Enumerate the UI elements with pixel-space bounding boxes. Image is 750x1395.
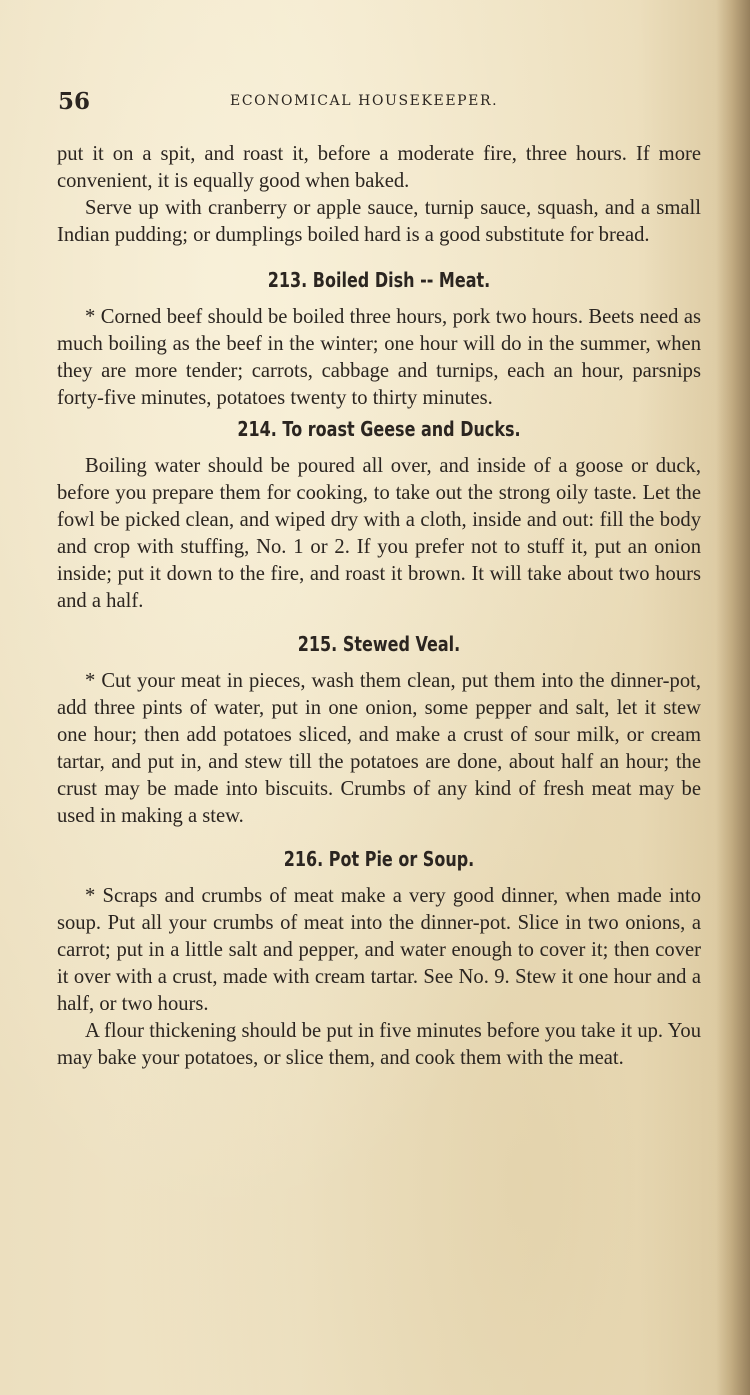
running-head: ECONOMICAL HOUSEKEEPER. bbox=[230, 93, 499, 109]
recipe-paragraph: * Scraps and crumbs of meat make a very good dinner, when made into soup. Put all your crumbs of meat into the dinner-pot. Slice in two onions, a carrot; put in a little salt and pepper, and water enough to cover it; then cover it over with a crust, made with cream tartar. See No. 9. Stew it one hour and a half, or two hours. bbox=[57, 885, 701, 1015]
continuation-paragraph: put it on a spit, and roast it, before a moderate fire, three hours. If more convenient, it is equally good when baked. bbox=[57, 143, 701, 192]
page-header bbox=[58, 88, 528, 118]
recipe-paragraph: * Corned beef should be boiled three hours, pork two hours. Beets need as much boiling as the beef in the winter; one hour will do in the summer, when they are more tender; carrots, cabbage and turnips, each an hour, parsnips forty-five minutes, potatoes twenty to thirty minutes. bbox=[57, 306, 701, 409]
recipe-heading-213: 213. Boiled Dish -- Meat. bbox=[267, 268, 491, 292]
recipe-heading-214: 214. To roast Geese and Ducks. bbox=[237, 417, 521, 441]
page-edge-shadow bbox=[716, 0, 750, 1395]
page-number: 56 bbox=[58, 88, 91, 115]
recipe-paragraph: A flour thickening should be put in five minutes before you take it up. You may bake your potatoes, or slice them, and cook them with the meat. bbox=[57, 1020, 701, 1069]
recipe-paragraph: Boiling water should be poured all over, and inside of a goose or duck, before you prepare them for cooking, to take out the strong oily taste. Let the fowl be picked clean, and wiped dry with a cloth, inside and out: fill the body and crop with stuffing, No. 1 or 2. If you prefer not to stuff it, put an onion inside; put it down to the fire, and roast it brown. It will take about two hours and a half. bbox=[57, 455, 701, 612]
recipe-heading-215: 215. Stewed Veal. bbox=[297, 632, 461, 656]
page-body bbox=[57, 141, 701, 1072]
recipe-heading-216: 216. Pot Pie or Soup. bbox=[283, 847, 475, 871]
recipe-paragraph: * Cut your meat in pieces, wash them clean, put them into the dinner-pot, add three pints of water, put in one onion, some pepper and salt, let it stew one hour; then add potatoes sliced, and make a crust of sour milk, or cream tartar, and put in, and stew till the potatoes are done, about half an hour; the crust may be made into biscuits. Crumbs of any kind of fresh meat may be used in making a stew. bbox=[57, 670, 701, 827]
continuation-paragraph: Serve up with cranberry or apple sauce, turnip sauce, squash, and a small Indian pudding; or dumplings boiled hard is a good substitute for bread. bbox=[57, 197, 701, 246]
